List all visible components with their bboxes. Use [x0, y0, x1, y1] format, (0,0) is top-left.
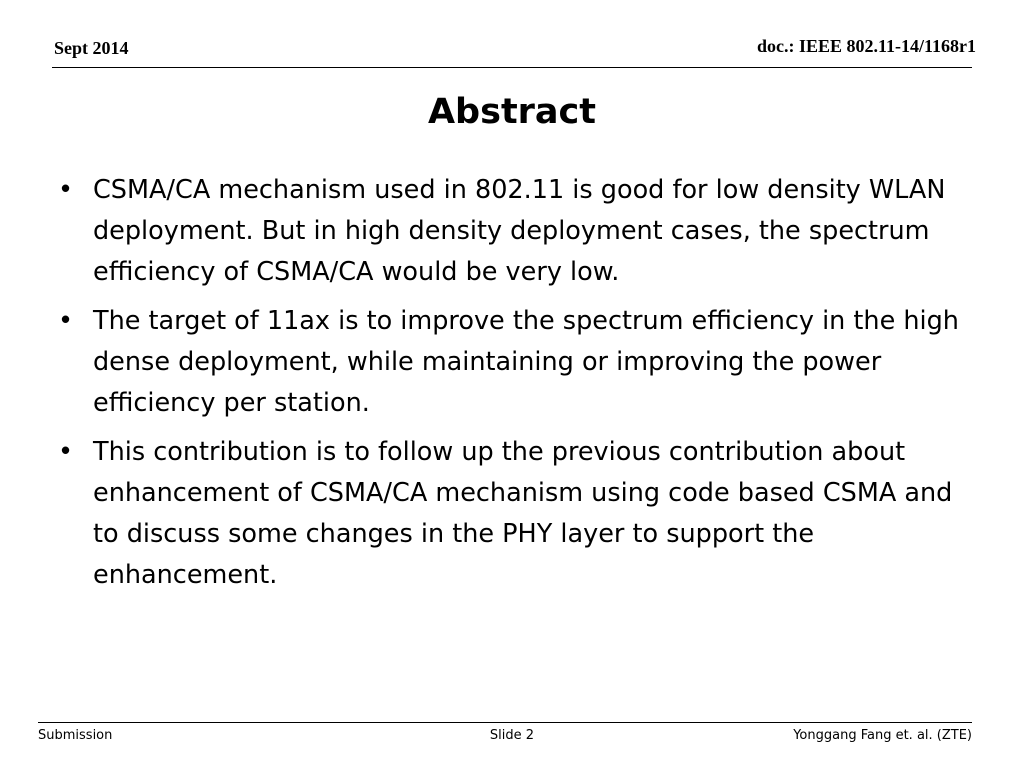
- footer-authors: Yonggang Fang et. al. (ZTE): [793, 728, 972, 743]
- footer-submission: Submission: [38, 728, 113, 743]
- footer-slide-number: Slide 2: [489, 728, 535, 743]
- bullet-text: CSMA/CA mechanism used in 802.11 is good for low density WLAN deployment. But in high density deployment cases, the spectrum efficiency of CSMA/CA would be very low.: [93, 175, 946, 287]
- footer-divider: [38, 722, 972, 723]
- bullet-text: This contribution is to follow up the previous contribution about enhancement of CSMA/CA mechanism using code based CSMA and to discuss some changes in the PHY layer to support the enhancement.: [93, 437, 953, 590]
- header-date: Sept 2014: [54, 38, 129, 58]
- bullet-item: [58, 170, 968, 293]
- bullet-text: The target of 11ax is to improve the spectrum efficiency in the high dense deployment, while maintaining or improving the power efficiency per station.: [93, 306, 959, 418]
- bullet-item: [58, 432, 968, 596]
- header-divider: [52, 67, 972, 68]
- bullet-marker: •: [58, 306, 74, 336]
- bullet-item: [58, 301, 968, 424]
- bullet-marker: •: [58, 437, 74, 467]
- slide-title: Abstract: [427, 92, 597, 132]
- header-document-id: doc.: IEEE 802.11-14/1168r1: [756, 36, 976, 56]
- bullet-marker: •: [58, 175, 74, 205]
- bullet-list: [58, 170, 968, 604]
